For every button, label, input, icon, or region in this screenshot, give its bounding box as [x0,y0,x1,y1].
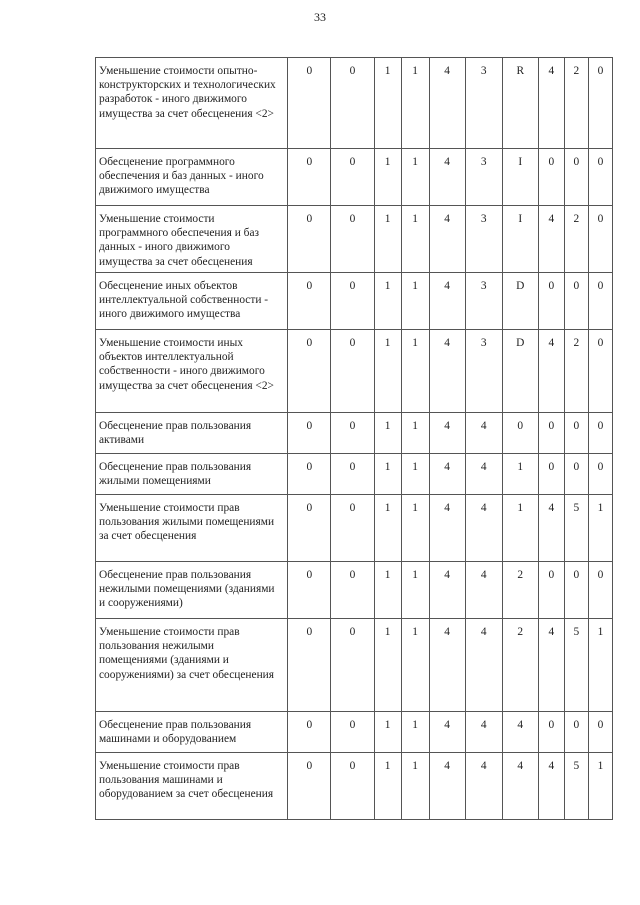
code-digit-cell: 3 [465,58,502,149]
code-digit-cell: 1 [374,619,401,712]
code-digit-cell: D [502,330,538,413]
code-digit-cell: 0 [588,712,612,753]
code-digit-cell: 0 [588,454,612,495]
code-digit-cell: 1 [401,149,429,206]
code-digit-cell: 4 [429,712,465,753]
code-digit-cell: 1 [401,58,429,149]
code-digit-cell: 0 [288,413,331,454]
code-digit-cell: 4 [429,454,465,495]
code-digit-cell: 2 [564,330,588,413]
code-digit-cell: 0 [564,149,588,206]
code-digit-cell: 4 [429,330,465,413]
code-digit-cell: 4 [465,562,502,619]
code-digit-cell: 4 [465,413,502,454]
code-digit-cell: 0 [564,712,588,753]
code-digit-cell: 2 [564,206,588,273]
code-digit-cell: 4 [538,495,564,562]
code-digit-cell: 1 [374,273,401,330]
code-digit-cell: 0 [331,712,374,753]
table-row [96,712,613,753]
code-digit-cell: 0 [588,206,612,273]
table-row [96,753,613,820]
code-digit-cell: 4 [429,619,465,712]
code-digit-cell: 0 [502,413,538,454]
code-digit-cell: 4 [465,454,502,495]
row-description: Обесценение иных объектов интеллектуальной собственности - иного движимого имущества [96,273,288,330]
code-digit-cell: 4 [538,753,564,820]
row-description: Уменьшение стоимости опытно-конструкторских и технологических разработок - иного движимого имущества за счет обесценения <2> [96,58,288,149]
table-row [96,454,613,495]
code-digit-cell: 0 [331,413,374,454]
code-digit-cell: 2 [502,619,538,712]
code-digit-cell: 0 [288,712,331,753]
table-row [96,206,613,273]
account-codes-table [95,57,613,820]
code-digit-cell: 0 [288,149,331,206]
code-digit-cell: 0 [538,454,564,495]
code-digit-cell: 0 [288,206,331,273]
code-digit-cell: 0 [331,149,374,206]
row-description: Уменьшение стоимости прав пользования нежилыми помещениями (зданиями и сооружениями) за счет обесценения [96,619,288,712]
code-digit-cell: 1 [374,413,401,454]
code-digit-cell: 0 [564,562,588,619]
code-digit-cell: 1 [401,753,429,820]
code-digit-cell: 4 [429,58,465,149]
code-digit-cell: 1 [588,619,612,712]
code-digit-cell: 1 [588,495,612,562]
code-digit-cell: I [502,206,538,273]
row-description: Обесценение прав пользования жилыми помещениями [96,454,288,495]
code-digit-cell: 1 [374,562,401,619]
page-number: 33 [314,10,326,24]
code-digit-cell: 0 [288,495,331,562]
code-digit-cell: 0 [588,273,612,330]
code-digit-cell: 0 [288,562,331,619]
code-digit-cell: 4 [429,413,465,454]
table-row [96,273,613,330]
code-digit-cell: 0 [331,753,374,820]
code-digit-cell: D [502,273,538,330]
code-digit-cell: 1 [401,273,429,330]
row-description: Уменьшение стоимости иных объектов интеллектуальной собственности - иного движимого имущества за счет обесценения <2> [96,330,288,413]
code-digit-cell: 0 [564,273,588,330]
code-digit-cell: 1 [588,753,612,820]
code-digit-cell: 0 [331,58,374,149]
table-row [96,330,613,413]
code-digit-cell: 1 [374,58,401,149]
code-digit-cell: 0 [588,58,612,149]
code-digit-cell: 0 [564,413,588,454]
code-digit-cell: 4 [465,495,502,562]
code-digit-cell: 1 [401,413,429,454]
code-digit-cell: 0 [564,454,588,495]
table-row [96,495,613,562]
code-digit-cell: 5 [564,619,588,712]
code-digit-cell: 0 [288,753,331,820]
row-description: Обесценение прав пользования машинами и оборудованием [96,712,288,753]
code-digit-cell: 4 [502,712,538,753]
code-digit-cell: 0 [538,413,564,454]
code-digit-cell: 5 [564,753,588,820]
code-digit-cell: 1 [401,619,429,712]
code-digit-cell: 1 [401,495,429,562]
code-digit-cell: 4 [429,273,465,330]
table-row [96,149,613,206]
table-row [96,58,613,149]
code-digit-cell: 1 [502,495,538,562]
code-digit-cell: 0 [331,495,374,562]
row-description: Обесценение прав пользования нежилыми помещениями (зданиями и сооружениями) [96,562,288,619]
code-digit-cell: 0 [538,273,564,330]
row-description: Уменьшение стоимости прав пользования жилыми помещениями за счет обесценения [96,495,288,562]
code-digit-cell: 4 [465,753,502,820]
code-digit-cell: 0 [588,149,612,206]
code-digit-cell: 4 [465,619,502,712]
code-digit-cell: 1 [401,206,429,273]
code-digit-cell: 4 [429,562,465,619]
code-digit-cell: 0 [331,562,374,619]
code-digit-cell: 1 [374,149,401,206]
code-digit-cell: 0 [288,330,331,413]
code-digit-cell: 1 [502,454,538,495]
code-digit-cell: 0 [588,413,612,454]
code-digit-cell: 1 [374,495,401,562]
code-digit-cell: 0 [538,712,564,753]
code-digit-cell: 4 [538,58,564,149]
code-digit-cell: 3 [465,206,502,273]
code-digit-cell: 2 [502,562,538,619]
code-digit-cell: 1 [374,454,401,495]
code-digit-cell: 1 [374,330,401,413]
code-digit-cell: 5 [564,495,588,562]
code-digit-cell: 0 [288,58,331,149]
code-digit-cell: 4 [429,149,465,206]
code-digit-cell: 1 [374,206,401,273]
code-digit-cell: 3 [465,149,502,206]
code-digit-cell: 1 [374,753,401,820]
code-digit-cell: 4 [465,712,502,753]
code-digit-cell: 0 [331,206,374,273]
table-row [96,413,613,454]
code-digit-cell: 0 [331,273,374,330]
code-digit-cell: 0 [588,562,612,619]
code-digit-cell: 4 [502,753,538,820]
row-description: Обесценение прав пользования активами [96,413,288,454]
code-digit-cell: 4 [538,619,564,712]
code-digit-cell: 0 [588,330,612,413]
row-description: Обесценение программного обеспечения и баз данных - иного движимого имущества [96,149,288,206]
row-description: Уменьшение стоимости программного обеспечения и баз данных - иного движимого имущества за счет обесценения [96,206,288,273]
table-row [96,619,613,712]
code-digit-cell: 0 [288,273,331,330]
code-digit-cell: 1 [401,454,429,495]
code-digit-cell: 3 [465,330,502,413]
code-digit-cell: R [502,58,538,149]
code-digit-cell: 0 [288,619,331,712]
code-digit-cell: 1 [401,712,429,753]
code-digit-cell: 0 [288,454,331,495]
code-digit-cell: 4 [429,495,465,562]
code-digit-cell: 3 [465,273,502,330]
code-digit-cell: 0 [538,149,564,206]
code-digit-cell: 1 [401,562,429,619]
code-digit-cell: 0 [331,454,374,495]
code-digit-cell: 0 [331,330,374,413]
code-digit-cell: 4 [429,753,465,820]
code-digit-cell: 2 [564,58,588,149]
code-digit-cell: 1 [374,712,401,753]
table-row [96,562,613,619]
code-digit-cell: 4 [538,206,564,273]
row-description: Уменьшение стоимости прав пользования машинами и оборудованием за счет обесценения [96,753,288,820]
code-digit-cell: 0 [538,562,564,619]
code-digit-cell: 1 [401,330,429,413]
code-digit-cell: I [502,149,538,206]
code-digit-cell: 4 [538,330,564,413]
code-digit-cell: 0 [331,619,374,712]
code-digit-cell: 4 [429,206,465,273]
